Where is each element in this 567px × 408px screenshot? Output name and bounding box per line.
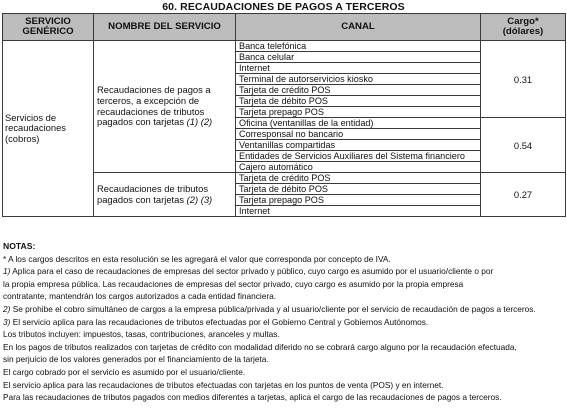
page-title: 60. RECAUDACIONES DE PAGOS A TERCEROS <box>162 1 405 13</box>
charge-cell: 0.54 <box>481 118 566 173</box>
channel-cell: Oficina (ventanillas de la entidad) <box>236 118 481 129</box>
channel-cell: Cajero automático <box>236 162 481 173</box>
channel-cell: Tarjeta de débito POS <box>236 184 481 195</box>
channel-cell: Ventanillas compartidas <box>236 140 481 151</box>
note-line: 3) El servicio aplica para las recaudaciones de tributos efectuadas por el Gobierno Central y Gobiernos Autónomos. <box>3 316 429 327</box>
channel-cell: Terminal de autorservicios kiosko <box>236 74 481 85</box>
note-line: la propia empresa pública. Las recaudaciones de empresas del sector privado, cuyo cargo es asumido por la propia empresa <box>3 278 464 289</box>
channel-cell: Tarjeta de débito POS <box>236 96 481 107</box>
channel-cell: Banca telefónica <box>236 41 481 52</box>
channel-cell: Tarjeta prepago POS <box>236 195 481 206</box>
note-line: Para las recaudaciones de tributos pagados con medios diferentes a tarjetas, aplica el cargo de las recaudaciones de pagos a terceros. <box>3 392 502 403</box>
service-name-cell: Recaudaciones de tributos pagados con tarjetas (2) (3) <box>94 173 236 217</box>
note-line: 1) Aplica para el caso de recaudaciones de empresas del sector privado y público, cuyo cargo es asumido por el usuario/cliente o por <box>3 266 494 277</box>
notes-heading: NOTAS: <box>3 241 36 251</box>
note-line: Los tributos incluyen: impuestos, tasas, contribuciones, aranceles y multas. <box>3 329 280 340</box>
channel-cell: Tarjeta de crédito POS <box>236 173 481 184</box>
channel-cell: Internet <box>236 206 481 217</box>
notes-section <box>3 240 565 404</box>
header-channel: CANAL <box>236 14 481 41</box>
note-line: * A los cargos descritos en esta resolución se les agregará el valor que corresponda por concepto de IVA. <box>3 253 391 264</box>
generic-service-cell: Servicios de recaudaciones (cobros) <box>3 41 94 217</box>
charge-cell: 0.27 <box>481 173 566 217</box>
note-line: El servicio aplica para las recaudaciones de tributos efectuadas con tarjetas en los puntos de venta (POS) y en internet. <box>3 379 444 390</box>
charge-cell: 0.31 <box>481 41 566 118</box>
channel-cell: Entidades de Servicios Auxiliares del Sistema financiero <box>236 151 481 162</box>
header-row <box>3 14 566 41</box>
service-name-cell: Recaudaciones de pagos a terceros, a excepción de recaudaciones de tributos pagados con tarjetas (1) (2) <box>94 41 236 173</box>
fees-table <box>2 13 566 217</box>
note-line: El cargo cobrado por el servicio es asumido por el usuario/cliente. <box>3 366 246 377</box>
header-service-name: NOMBRE DEL SERVICIO <box>94 14 236 41</box>
table-row <box>3 41 566 52</box>
note-line: contratante, mantendrán los cargos autorizados a cada entidad financiera. <box>3 291 277 302</box>
channel-cell: Tarjeta de crédito POS <box>236 85 481 96</box>
note-line: 2) Se prohibe el cobro simultáneo de cargos a la empresa pública/privada y al usuario/cliente por el servicio de recaudación de pagos a terceros. <box>3 303 536 314</box>
header-generic-service: SERVICIO GENÉRICO <box>3 14 94 41</box>
channel-cell: Corresponsal no bancario <box>236 129 481 140</box>
note-line: sin perjuicio de los valores generados por el financiamiento de la tarjeta. <box>3 354 269 365</box>
channel-cell: Tarjeta prepago POS <box>236 107 481 118</box>
header-charge: Cargo* (dólares) <box>481 14 566 41</box>
channel-cell: Internet <box>236 63 481 74</box>
channel-cell: Banca celular <box>236 52 481 63</box>
note-line: En los pagos de tributos realizados con tarjetas de crédito con modalidad diferido no se cobrará cargo alguno por la recaudación efectuada, <box>3 341 517 352</box>
